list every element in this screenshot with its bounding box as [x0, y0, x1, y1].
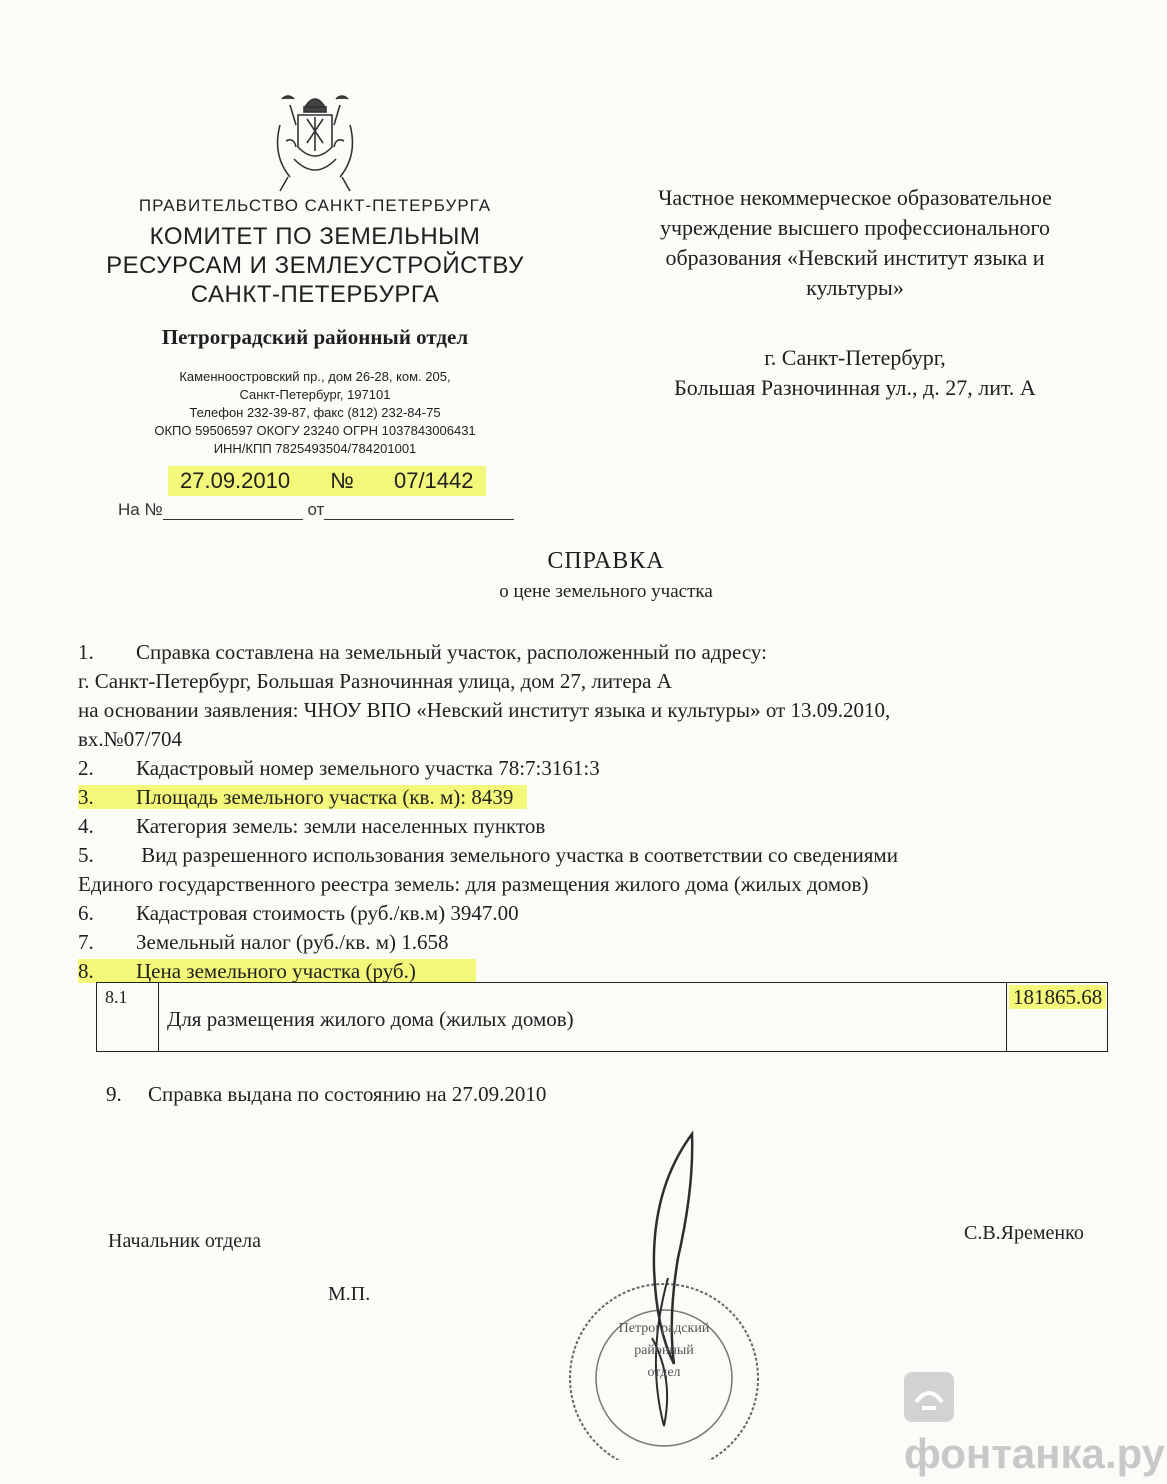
chief-label: Начальник отдела — [108, 1230, 261, 1252]
list-item — [78, 754, 1078, 783]
item-number: 4. — [78, 814, 94, 838]
item-number: 3. — [78, 785, 94, 809]
ref-label: На № — [118, 500, 163, 519]
price-table-value: 181865.68 — [1009, 985, 1106, 1009]
signer-name: С.В.Яременко — [964, 1222, 1084, 1244]
price-table-code: 8.1 — [97, 983, 159, 1051]
committee-line: РЕСУРСАМ И ЗЕМЛЕУСТРОЙСТВУ — [106, 252, 524, 279]
item-text: Вид разрешенного использования земельного участка в соответствии со сведениями — [136, 843, 898, 867]
list-item — [78, 667, 1078, 696]
price-table — [96, 982, 1108, 1052]
list-item — [78, 696, 1078, 725]
item-text: Справка выдана по состоянию на 27.09.2010 — [148, 1082, 547, 1106]
item-number: 8. — [78, 959, 94, 983]
signature-and-seal — [556, 1128, 780, 1460]
recipient-line: Частное некоммерческое образовательное — [658, 185, 1052, 210]
recipient-line: культуры» — [806, 275, 904, 300]
item-number: 6. — [78, 901, 94, 925]
address-line: Телефон 232-39-87, факс (812) 232-84-75 — [189, 405, 441, 420]
item-text: Справка составлена на земельный участок, расположенный по адресу: — [136, 640, 767, 664]
recipient-block — [610, 183, 1100, 403]
registration-line — [168, 466, 486, 496]
price-table-value-cell — [1009, 983, 1107, 1051]
issuer-government: ПРАВИТЕЛЬСТВО САНКТ-ПЕТЕРБУРГА — [138, 196, 492, 215]
address-line: Санкт-Петербург, 197101 — [239, 387, 391, 402]
items-list — [78, 638, 1078, 986]
watermark-text: фонтанка.ру — [904, 1430, 1166, 1477]
item-number: 5. — [78, 843, 94, 867]
item-9 — [106, 1082, 546, 1107]
item-number: 1. — [78, 640, 94, 664]
address-line: ОКПО 59506597 ОКОГУ 23240 ОГРН 1037843006431 — [154, 423, 476, 438]
list-item — [78, 841, 1078, 870]
fontanka-logo-icon — [904, 1372, 954, 1422]
issuer-committee — [90, 222, 540, 309]
address-line: ИНН/КПП 7825493504/784201001 — [213, 441, 417, 456]
document-title: СПРАВКА — [547, 548, 665, 574]
document-title-block — [0, 548, 1167, 603]
coat-of-arms-emblem — [260, 85, 370, 195]
list-item — [78, 638, 1078, 667]
document-subtitle: о цене земельного участка — [499, 581, 713, 602]
item-text: г. Санкт-Петербург, Большая Разночинная улица, дом 27, литера А — [78, 669, 672, 693]
reg-number: 07/1442 — [393, 468, 474, 493]
committee-line: САНКТ-ПЕТЕРБУРГА — [190, 281, 440, 308]
recipient-street: Большая Разночинная ул., д. 27, лит. А — [674, 375, 1036, 400]
list-item — [78, 725, 1078, 754]
recipient-line: образования «Невский институт языка и — [665, 245, 1045, 270]
list-item — [78, 899, 1078, 928]
item-text: Цена земельного участка (руб.) — [136, 959, 416, 983]
item-text: Кадастровый номер земельного участка 78:7:3161:3 — [136, 756, 600, 780]
item-text: Кадастровая стоимость (руб./кв.м) 3947.00 — [136, 901, 519, 925]
item-text: на основании заявления: ЧНОУ ВПО «Невский институт языка и культуры» от 13.09.2010, — [78, 698, 891, 722]
fontanka-watermark — [904, 1364, 1167, 1477]
ref-number-blank — [163, 503, 303, 520]
issuer-address — [90, 368, 540, 458]
seal-text-line: отдел — [647, 1365, 681, 1380]
reference-line — [118, 500, 514, 520]
item-text: Единого государственного реестра земель: для размещения жилого дома (жилых домов) — [78, 872, 869, 896]
ref-from-label: от — [307, 500, 325, 519]
list-item — [78, 870, 1078, 899]
item-text: Категория земель: земли населенных пунктов — [136, 814, 546, 838]
committee-line: КОМИТЕТ ПО ЗЕМЕЛЬНЫМ — [149, 223, 481, 250]
issuer-block — [90, 196, 540, 458]
seal-text-line: Петроградский — [618, 1321, 710, 1336]
item-text: Земельный налог (руб./кв. м) 1.658 — [136, 930, 449, 954]
reg-number-label: № — [330, 468, 354, 493]
item-text: вх.№07/704 — [78, 727, 183, 751]
issuer-department: Петроградский районный отдел — [161, 325, 469, 349]
seal-text-line: районный — [634, 1343, 694, 1358]
item-text: Площадь земельного участка (кв. м): 8439 — [136, 785, 514, 809]
list-item — [78, 812, 1078, 841]
ref-date-blank — [324, 503, 514, 520]
reg-date: 27.09.2010 — [180, 468, 291, 493]
list-item — [78, 783, 1078, 812]
item-number: 2. — [78, 756, 94, 780]
recipient-city: г. Санкт-Петербург, — [764, 345, 946, 370]
list-item — [78, 928, 1078, 957]
address-line: Каменноостровский пр., дом 26-28, ком. 205, — [179, 369, 451, 384]
price-table-description: Для размещения жилого дома (жилых домов) — [161, 983, 1007, 1051]
recipient-line: учреждение высшего профессионального — [659, 215, 1051, 240]
stamp-placeholder-label: М.П. — [328, 1283, 371, 1305]
item-number: 7. — [78, 930, 94, 954]
item-number: 9. — [106, 1082, 122, 1106]
